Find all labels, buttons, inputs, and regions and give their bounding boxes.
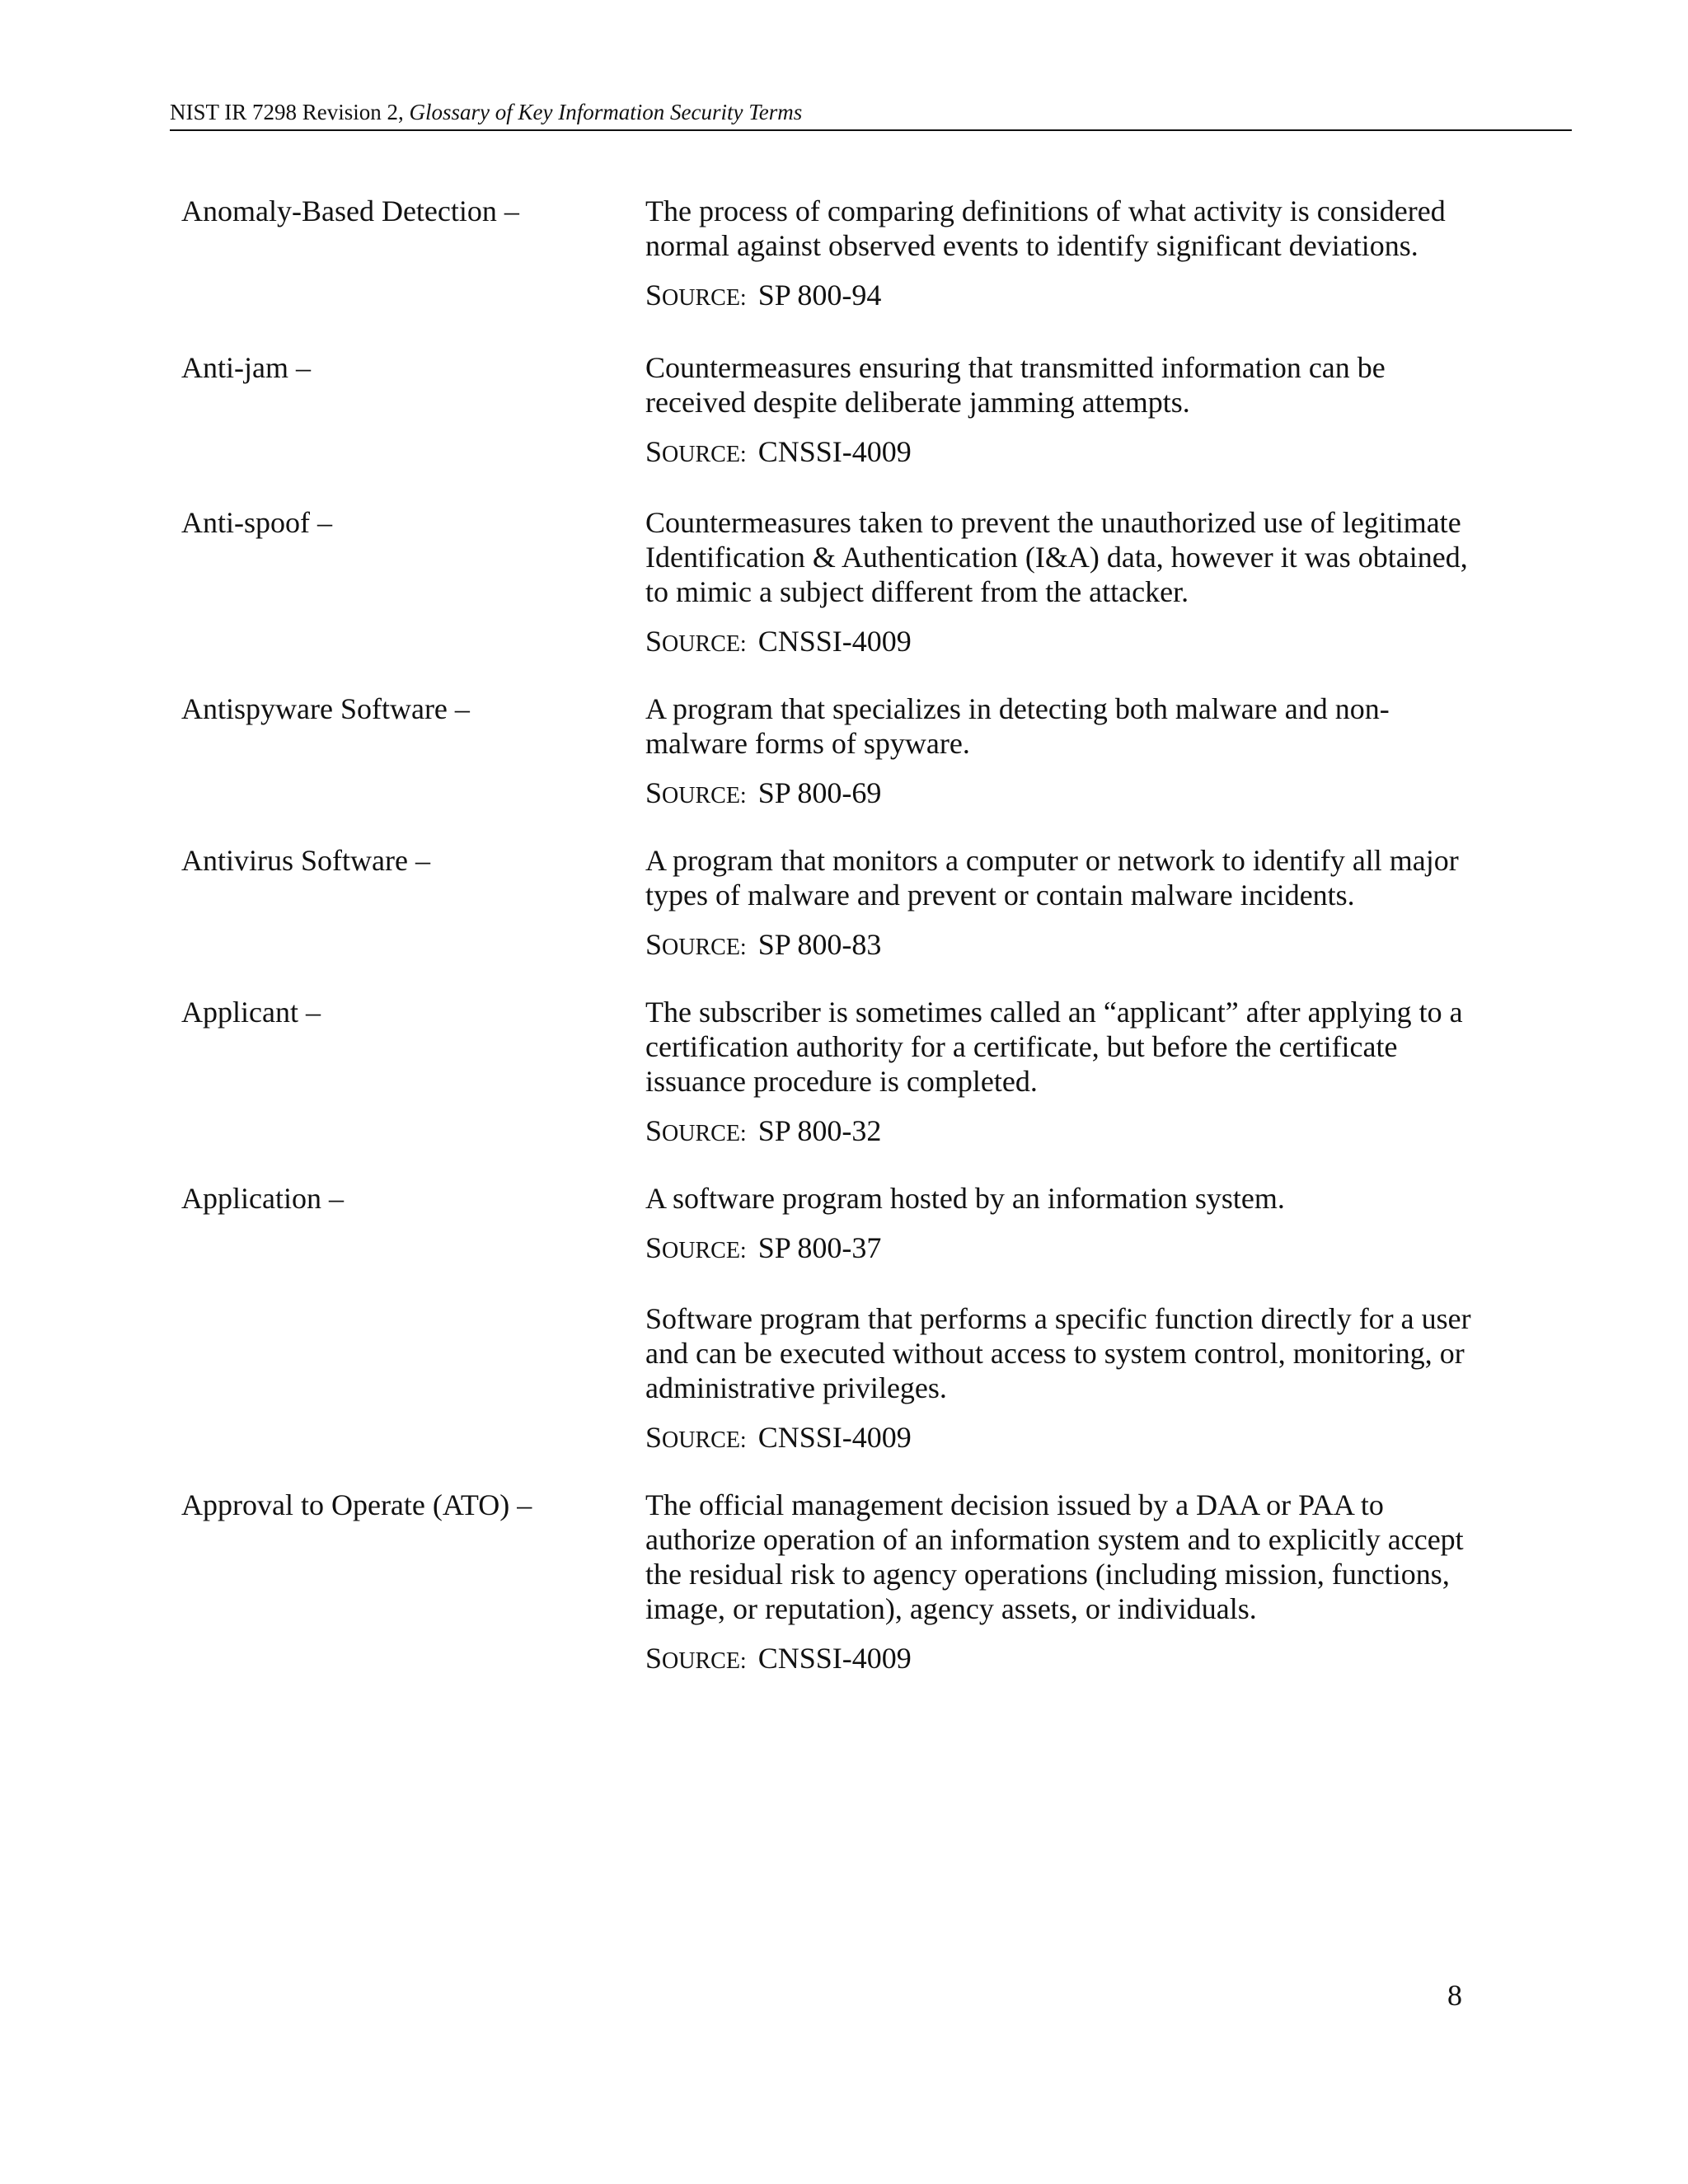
definition-line: Countermeasures taken to prevent the unauthorized use of legitimate bbox=[645, 506, 1461, 539]
definition-line: The subscriber is sometimes called an “applicant” after applying to a bbox=[645, 996, 1463, 1029]
glossary-entry bbox=[181, 843, 1500, 965]
source-citation bbox=[645, 434, 1486, 472]
definitions bbox=[645, 691, 1486, 813]
source-reference: CNSSI-4009 bbox=[757, 435, 912, 468]
definition-text bbox=[645, 1181, 1486, 1216]
glossary-term: Antivirus Software – bbox=[181, 844, 430, 877]
definition-line: The process of comparing definitions of what activity is considered bbox=[645, 194, 1446, 227]
definition-text bbox=[645, 691, 1486, 761]
source-label-rest: OURCE: bbox=[662, 1238, 747, 1263]
definition-line: The official management decision issued by a DAA or PAA to bbox=[645, 1488, 1384, 1521]
source-reference: CNSSI-4009 bbox=[757, 1421, 912, 1454]
glossary-term: Anti-spoof – bbox=[181, 506, 332, 539]
definitions bbox=[645, 505, 1486, 662]
source-reference: CNSSI-4009 bbox=[757, 625, 912, 658]
glossary-entry bbox=[181, 1488, 1500, 1679]
glossary-term: Antispyware Software – bbox=[181, 692, 470, 725]
definitions bbox=[645, 995, 1486, 1151]
definition-block bbox=[645, 995, 1486, 1151]
definition-line: normal against observed events to identify significant deviations. bbox=[645, 229, 1418, 262]
glossary-term: Application – bbox=[181, 1182, 344, 1215]
source-label-initial: S bbox=[645, 625, 663, 658]
definition-text bbox=[645, 1488, 1486, 1626]
definition-block bbox=[645, 691, 1486, 813]
glossary-term: Anomaly-Based Detection – bbox=[181, 194, 519, 227]
definition-line: certification authority for a certificate, but before the certificate bbox=[645, 1030, 1398, 1063]
source-label-rest: OURCE: bbox=[662, 285, 747, 311]
source-label-initial: S bbox=[645, 435, 663, 468]
definition-block bbox=[645, 350, 1486, 472]
glossary-entry bbox=[181, 505, 1500, 662]
source-label-initial: S bbox=[645, 776, 663, 809]
definitions bbox=[645, 194, 1486, 316]
header-prefix: NIST IR 7298 Revision 2, bbox=[170, 100, 410, 124]
definition-line: A program that monitors a computer or network to identify all major bbox=[645, 844, 1459, 877]
header-rule bbox=[170, 129, 1572, 131]
definition-block bbox=[645, 505, 1486, 662]
glossary-entry bbox=[181, 691, 1500, 813]
source-label-initial: S bbox=[645, 1421, 663, 1454]
running-header bbox=[170, 97, 1571, 130]
definition-block bbox=[645, 1301, 1486, 1458]
definitions bbox=[645, 843, 1486, 965]
definition-block bbox=[645, 194, 1486, 316]
definition-line: to mimic a subject different from the attacker. bbox=[645, 575, 1189, 608]
definition-text bbox=[645, 843, 1486, 912]
definition-block bbox=[645, 843, 1486, 965]
definition-text bbox=[645, 350, 1486, 419]
definition-text bbox=[645, 995, 1486, 1099]
source-citation bbox=[645, 927, 1486, 965]
definition-line: administrative privileges. bbox=[645, 1371, 947, 1404]
definition-line: authorize operation of an information system and to explicitly accept bbox=[645, 1523, 1464, 1556]
definition-block bbox=[645, 1181, 1486, 1268]
glossary-term: Anti-jam – bbox=[181, 351, 311, 384]
header-document-title: Glossary of Key Information Security Terms bbox=[409, 100, 803, 124]
definition-line: Countermeasures ensuring that transmitted information can be bbox=[645, 351, 1386, 384]
source-citation bbox=[645, 776, 1486, 813]
definition-line: and can be executed without access to system control, monitoring, or bbox=[645, 1337, 1465, 1370]
source-label-rest: OURCE: bbox=[662, 1121, 747, 1146]
definition-line: malware forms of spyware. bbox=[645, 727, 970, 760]
source-label-initial: S bbox=[645, 1114, 663, 1147]
source-label-initial: S bbox=[645, 1642, 663, 1675]
source-label-rest: OURCE: bbox=[662, 935, 747, 960]
source-label-rest: OURCE: bbox=[662, 442, 747, 467]
source-citation bbox=[645, 1641, 1486, 1679]
source-label-rest: OURCE: bbox=[662, 631, 747, 657]
definition-line: A software program hosted by an information system. bbox=[645, 1182, 1285, 1215]
source-label-initial: S bbox=[645, 279, 663, 312]
glossary-term: Approval to Operate (ATO) – bbox=[181, 1488, 532, 1521]
source-reference: SP 800-69 bbox=[757, 776, 882, 809]
definition-line: Software program that performs a specific function directly for a user bbox=[645, 1302, 1471, 1335]
definition-line: issuance procedure is completed. bbox=[645, 1065, 1038, 1098]
source-citation bbox=[645, 1420, 1486, 1458]
definition-line: received despite deliberate jamming attempts. bbox=[645, 386, 1190, 419]
glossary-entry bbox=[181, 194, 1500, 316]
source-reference: SP 800-37 bbox=[757, 1231, 882, 1264]
source-reference: SP 800-32 bbox=[757, 1114, 882, 1147]
source-citation bbox=[645, 624, 1486, 662]
source-reference: SP 800-94 bbox=[757, 279, 882, 312]
source-label-initial: S bbox=[645, 1231, 663, 1264]
source-citation bbox=[645, 1113, 1486, 1151]
glossary-term: Applicant – bbox=[181, 996, 321, 1029]
source-citation bbox=[645, 1230, 1486, 1268]
source-citation bbox=[645, 278, 1486, 316]
page-number: 8 bbox=[1447, 1979, 1462, 2012]
glossary-entry bbox=[181, 995, 1500, 1151]
source-label-initial: S bbox=[645, 928, 663, 961]
glossary-entry bbox=[181, 1181, 1500, 1458]
definition-block bbox=[645, 1488, 1486, 1679]
definition-line: image, or reputation), agency assets, or individuals. bbox=[645, 1592, 1257, 1625]
definition-line: A program that specializes in detecting both malware and non- bbox=[645, 692, 1390, 725]
source-reference: CNSSI-4009 bbox=[757, 1642, 912, 1675]
source-label-rest: OURCE: bbox=[662, 783, 747, 808]
definition-line: Identification & Authentication (I&A) data, however it was obtained, bbox=[645, 541, 1468, 574]
definition-line: the residual risk to agency operations (including mission, functions, bbox=[645, 1558, 1450, 1591]
source-label-rest: OURCE: bbox=[662, 1648, 747, 1674]
definition-text bbox=[645, 1301, 1486, 1405]
glossary-entry bbox=[181, 350, 1500, 472]
source-reference: SP 800-83 bbox=[757, 928, 882, 961]
definitions bbox=[645, 1181, 1486, 1458]
definitions bbox=[645, 350, 1486, 472]
definition-text bbox=[645, 194, 1486, 263]
definitions bbox=[645, 1488, 1486, 1679]
definition-text bbox=[645, 505, 1486, 609]
glossary-entries bbox=[181, 194, 1500, 1708]
definition-line: types of malware and prevent or contain malware incidents. bbox=[645, 879, 1355, 912]
source-label-rest: OURCE: bbox=[662, 1427, 747, 1453]
